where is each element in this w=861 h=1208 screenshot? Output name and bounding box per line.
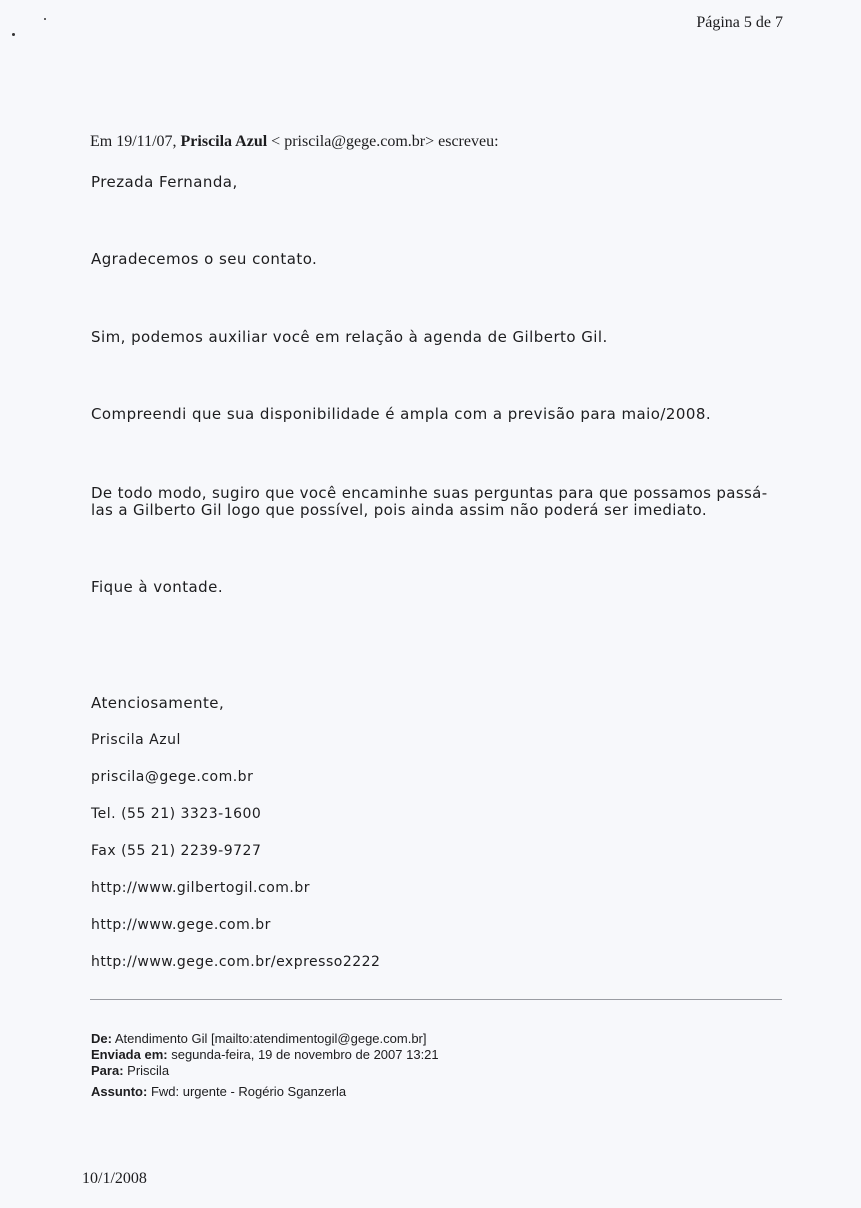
- forward-sent: [91, 1048, 439, 1061]
- sender-email: < priscila@gege.com.br>: [271, 133, 435, 150]
- quote-prefix: Em 19/11/07,: [90, 133, 177, 150]
- paragraph-4-line-2: las a Gilberto Gil logo que possível, pois ainda assim não poderá ser imediato.: [91, 501, 707, 519]
- divider-line: [90, 999, 782, 1000]
- signature-url-gege[interactable]: http://www.gege.com.br: [91, 917, 271, 933]
- email-quote-header: [90, 133, 499, 151]
- forward-subject: [91, 1085, 346, 1098]
- signature-url-expresso[interactable]: http://www.gege.com.br/expresso2222: [91, 954, 381, 970]
- footer-date: 10/1/2008: [82, 1170, 147, 1187]
- signature-name: Priscila Azul: [91, 732, 181, 748]
- from-value: Atendimento Gil [mailto:atendimentogil@gege.com.br]: [114, 1031, 427, 1046]
- signature-email: priscila@gege.com.br: [91, 769, 254, 785]
- page-number: Página 5 de 7: [696, 14, 783, 31]
- paragraph-3: Compreendi que sua disponibilidade é ampla com a previsão para maio/2008.: [91, 405, 712, 423]
- signature-url-gilbertogil[interactable]: http://www.gilbertogil.com.br: [91, 880, 310, 896]
- sent-value: segunda-feira, 19 de novembro de 2007 13:21: [171, 1047, 439, 1062]
- subject-label: Assunto:: [91, 1084, 148, 1099]
- to-value: Priscila: [127, 1063, 170, 1078]
- from-label: De:: [91, 1031, 112, 1046]
- scan-speck: [12, 33, 15, 36]
- forward-to: [91, 1064, 169, 1077]
- paragraph-4-line-1: De todo modo, sugiro que você encaminhe suas perguntas para que possamos passá-: [91, 484, 768, 502]
- signature-fax: Fax (55 21) 2239-9727: [91, 843, 262, 859]
- to-label: Para:: [91, 1063, 124, 1078]
- subject-value: Fwd: urgente - Rogério Sganzerla: [150, 1084, 347, 1099]
- signature-closing: Atenciosamente,: [91, 694, 225, 712]
- greeting: Prezada Fernanda,: [91, 173, 238, 191]
- scan-speck: [44, 18, 46, 20]
- quote-suffix: escreveu:: [438, 133, 499, 150]
- paragraph-5: Fique à vontade.: [91, 578, 224, 596]
- paragraph-2: Sim, podemos auxiliar você em relação à agenda de Gilberto Gil.: [91, 328, 608, 346]
- sender-name: Priscila Azul: [180, 133, 268, 150]
- sent-label: Enviada em:: [91, 1047, 168, 1062]
- signature-tel: Tel. (55 21) 3323-1600: [91, 806, 262, 822]
- forward-from: [91, 1032, 427, 1045]
- paragraph-1: Agradecemos o seu contato.: [91, 250, 318, 268]
